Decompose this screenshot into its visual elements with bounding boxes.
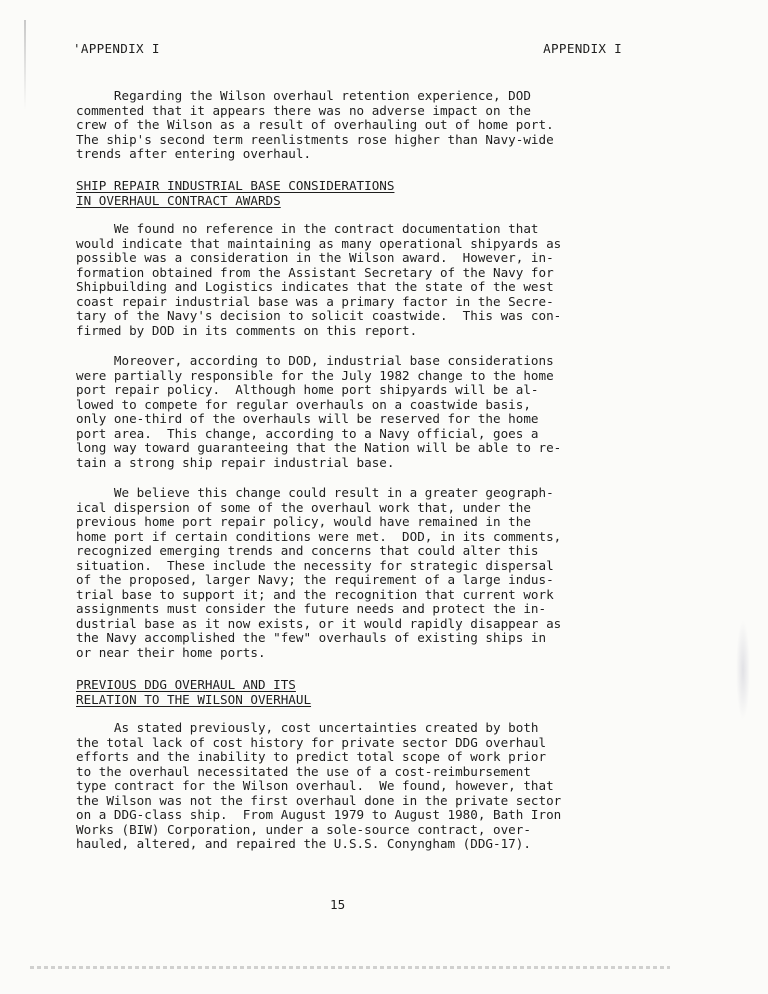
page-number: 15 <box>330 897 346 912</box>
paragraph-we-believe <box>76 486 636 660</box>
text-line: trends after entering overhaul. <box>76 146 312 161</box>
text-line: Shipbuilding and Logistics indicates that the state of the west <box>76 279 554 294</box>
text-line: hauled, altered, and repaired the U.S.S. Conyngham (DDG-17). <box>76 836 531 851</box>
text-line: to the overhaul necessitated the use of a cost-reimbursement <box>76 763 531 779</box>
text-line: commented that it appears there was no adverse impact on the <box>76 102 531 118</box>
text-line: dustrial base as it now exists, or it would rapidly disappear as <box>76 615 562 631</box>
text-line: home port if certain conditions were met. DOD, in its comments, <box>76 528 562 544</box>
text-line: port repair policy. Although home port shipyards will be al- <box>76 382 539 397</box>
text-line: or near their home ports. <box>76 644 266 660</box>
text-line: ical dispersion of some of the overhaul work that, under the <box>76 499 531 515</box>
text-line: tary of the Navy's decision to solicit coastwide. This was con- <box>76 308 562 323</box>
text-line: PREVIOUS DDG OVERHAUL AND ITS <box>76 677 296 692</box>
text-line: coast repair industrial base was a primary factor in the Secre- <box>76 293 554 309</box>
header-right: APPENDIX I <box>543 41 622 56</box>
text-line: previous home port repair policy, would have remained in the <box>76 514 531 529</box>
text-line: the Wilson was not the first overhaul done in the private sector <box>76 792 562 808</box>
text-line: crew of the Wilson as a result of overhauling out of home port. <box>76 117 554 132</box>
text-line: type contract for the Wilson overhaul. We found, however, that <box>76 778 554 793</box>
text-line: As stated previously, cost uncertainties created by both <box>76 720 539 735</box>
text-line: We believe this change could result in a greater geograph- <box>76 485 554 500</box>
text-line: trial base to support it; and the recognition that current work <box>76 586 554 602</box>
text-line: the total lack of cost history for private sector DDG overhaul <box>76 734 547 750</box>
paragraph-no-reference <box>76 222 636 338</box>
text-line: would indicate that maintaining as many operational shipyards as <box>76 235 562 251</box>
text-line: efforts and the inability to predict total scope of work prior <box>76 749 547 764</box>
text-line: were partially responsible for the July 1982 change to the home <box>76 367 554 383</box>
text-line: lowed to compete for regular overhauls on a coastwide basis, <box>76 396 531 412</box>
text-line: of the proposed, larger Navy; the requirement of a large indus- <box>76 572 554 587</box>
text-line: long way toward guaranteeing that the Nation will be able to re- <box>76 440 562 455</box>
text-line: possible was a consideration in the Wilson award. However, in- <box>76 250 554 265</box>
text-line: situation. These include the necessity for strategic dispersal <box>76 557 554 573</box>
text-line: IN OVERHAUL CONTRACT AWARDS <box>76 193 281 208</box>
paragraph-moreover <box>76 354 636 470</box>
text-line: formation obtained from the Assistant Secretary of the Navy for <box>76 264 554 280</box>
paragraph-as-stated <box>76 721 636 852</box>
text-line: Works (BIW) Corporation, under a sole-source contract, over- <box>76 821 531 837</box>
text-line: We found no reference in the contract documentation that <box>76 221 539 236</box>
text-line: SHIP REPAIR INDUSTRIAL BASE CONSIDERATIONS <box>76 178 395 193</box>
text-line: Regarding the Wilson overhaul retention experience, DOD <box>76 88 531 103</box>
scan-artifact-line <box>30 966 670 969</box>
text-line: recognized emerging trends and concerns that could alter this <box>76 543 539 558</box>
paragraph-wilson-retention <box>76 89 636 162</box>
text-line: port area. This change, according to a Navy official, goes a <box>76 425 539 441</box>
scan-margin-mark <box>24 20 26 110</box>
text-line: assignments must consider the future needs and protect the in- <box>76 601 547 616</box>
text-line: tain a strong ship repair industrial base. <box>76 454 395 470</box>
header-left: 'APPENDIX I <box>73 41 160 56</box>
scan-smudge <box>736 620 750 720</box>
section-heading-previous-ddg <box>76 677 311 707</box>
text-line: on a DDG-class ship. From August 1979 to August 1980, Bath Iron <box>76 807 562 822</box>
text-line: the Navy accomplished the "few" overhauls of existing ships in <box>76 630 547 645</box>
text-line: firmed by DOD in its comments on this report. <box>76 322 418 338</box>
text-line: only one-third of the overhauls will be reserved for the home <box>76 411 539 426</box>
text-line: Moreover, according to DOD, industrial base considerations <box>76 353 554 368</box>
text-line: RELATION TO THE WILSON OVERHAUL <box>76 692 312 707</box>
section-heading-industrial-base <box>76 178 394 208</box>
text-line: The ship's second term reenlistments rose higher than Navy-wide <box>76 131 554 147</box>
